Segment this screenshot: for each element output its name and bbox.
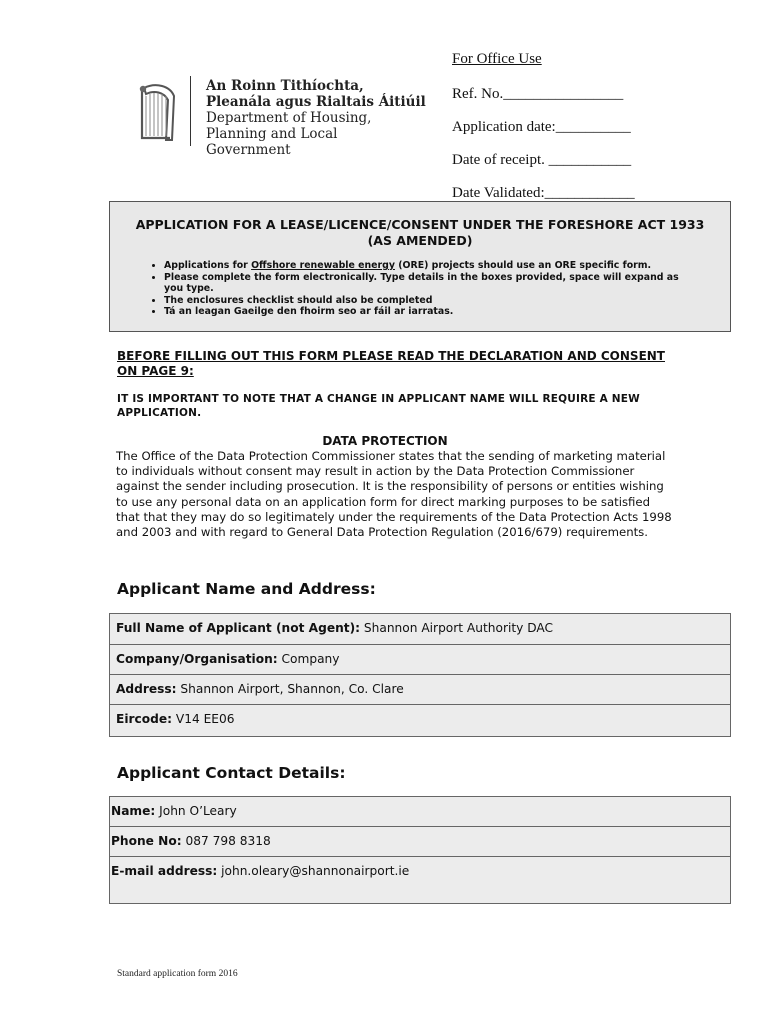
eircode-value: V14 EE06 [171,712,235,726]
office-use-title: For Office Use [452,51,542,67]
form-title-box [109,201,731,332]
email-value: john.oleary@shannonairport.ie [217,864,410,878]
logo-divider [190,76,191,146]
eircode-label: Eircode: [116,712,172,726]
contact-table [109,796,731,904]
email-label: E-mail address: [111,864,218,878]
logo-text [206,78,426,158]
full-name-field[interactable] [110,614,731,645]
company-label: Company/Organisation: [116,652,278,666]
full-name-label: Full Name of Applicant (not Agent): [116,621,361,635]
data-protection-body: The Office of the Data Protection Commissioner states that the sending of marketing material to individuals without consent may result in action by the Data Protection Commissioner against the sender including prosecution. It is the responsibility of persons or entities wishing to use any personal data on an application form for direct marking purposes to be satisfied that that they may do so legitimately under the requirements of the Data Protection Acts 1998 and 2003 and with regard to General Data Protection Regulation (2016/679) requirements. [116,449,672,540]
contact-name-label: Name: [111,804,156,818]
contact-name-field[interactable] [110,797,731,827]
logo-line-3: Department of Housing, [206,110,372,126]
company-value: Company [277,652,340,666]
instruction-item: • The enclosures checklist should also be completed [164,295,690,307]
company-field[interactable] [110,645,731,675]
full-name-value: Shannon Airport Authority DAC [360,621,554,635]
logo-line-4: Planning and Local Government [206,126,338,158]
date-of-receipt-field: Date of receipt. ___________ [452,152,632,168]
logo-line-2: Pleanála agus Rialtais Áitiúil [206,94,426,110]
phone-label: Phone No: [111,834,182,848]
ref-no-field: Ref. No.________________ [452,86,624,102]
name-change-notice: IT IS IMPORTANT TO NOTE THAT A CHANGE IN APPLICANT NAME WILL REQUIRE A NEW APPLICATION. [117,393,640,419]
read-declaration-notice: BEFORE FILLING OUT THIS FORM PLEASE READ THE DECLARATION AND CONSENT ON PAGE 9: [117,349,665,378]
harp-icon [136,82,180,144]
contact-name-value: John O’Leary [155,804,237,818]
instruction-text: (ORE) projects should use an ORE specific form. [394,260,652,271]
address-value: Shannon Airport, Shannon, Co. Clare [176,682,404,696]
applicant-section-heading: Applicant Name and Address: [117,580,376,598]
phone-value: 087 798 8318 [181,834,271,848]
logo-line-1: An Roinn Tithíochta, [206,78,364,94]
address-label: Address: [116,682,177,696]
department-logo [136,76,426,158]
instruction-item: • Please complete the form electronically. Type details in the boxes provided, space will expand as you type. [164,272,690,295]
contact-section-heading: Applicant Contact Details: [117,764,346,782]
date-validated-field: Date Validated:____________ [452,185,635,201]
phone-field[interactable] [110,827,731,857]
eircode-field[interactable] [110,705,731,737]
ore-link[interactable]: Offshore renewable energy [251,260,395,271]
data-protection-heading: DATA PROTECTION [322,434,448,448]
application-date-field: Application date:__________ [452,119,631,135]
instructions-list [140,260,690,318]
page-footer: Standard application form 2016 [117,969,238,979]
instruction-item: • Tá an leagan Gaeilge den fhoirm seo ar fáil ar iarratas. [164,306,690,318]
email-field[interactable] [110,857,731,904]
applicant-table [109,613,731,737]
form-title: APPLICATION FOR A LEASE/LICENCE/CONSENT UNDER THE FORESHORE ACT 1933 (AS AMENDED) [135,217,705,248]
instruction-text: Applications for [164,260,252,271]
instruction-item [164,260,690,272]
address-field[interactable] [110,675,731,705]
